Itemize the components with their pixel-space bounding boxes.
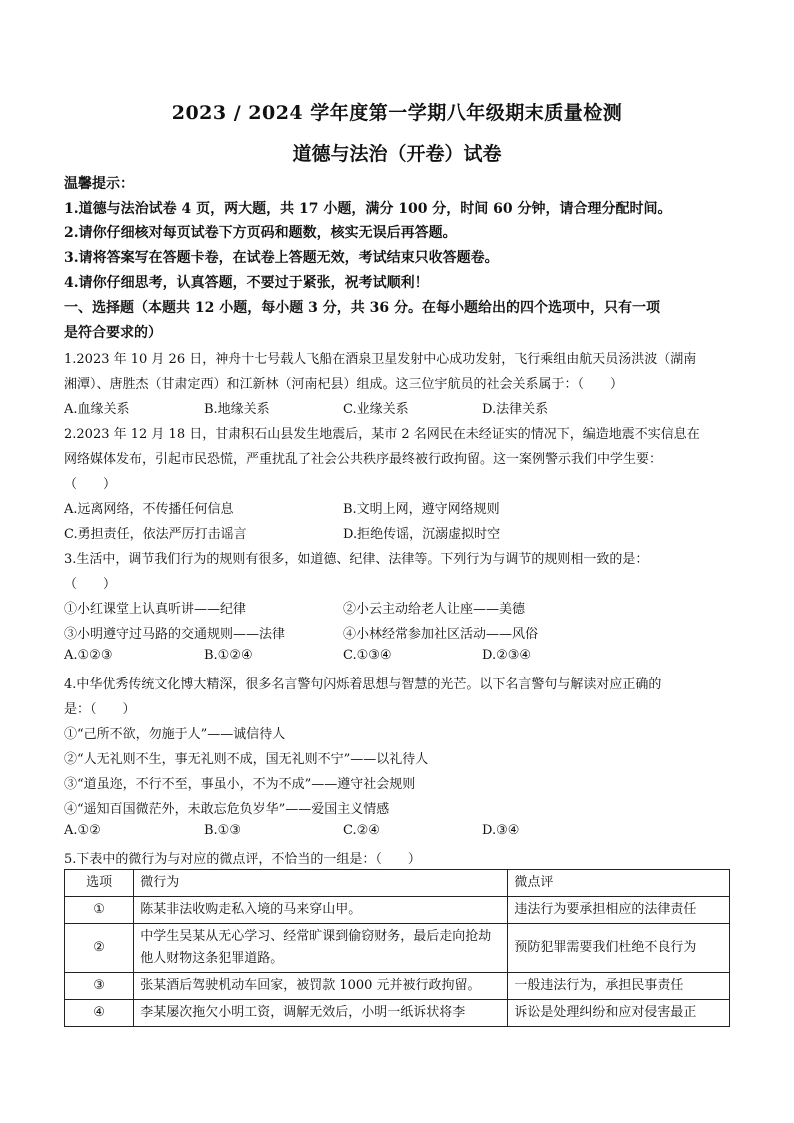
question-4-stem-cont: 是：（ ） bbox=[64, 702, 136, 717]
option-b: B.①②④ bbox=[204, 648, 253, 663]
question-1-stem-cont: 湘潭）、唐胜杰（甘肃定西）和江新林（河南杞县）组成。这三位宇航员的社会关系属于：（ ） bbox=[64, 377, 624, 392]
table-cell: 中学生吴某从无心学习、经常旷课到偷窃财务，最后走向抢劫他人财物这条犯罪道路。 bbox=[134, 924, 508, 973]
answer-blank: （ ） bbox=[64, 477, 117, 492]
table-row bbox=[65, 897, 730, 924]
question-1-stem: 1.2023 年 10 月 26 日，神舟十七号载人飞船在酒泉卫星发射中心成功发射，飞行乘组由航天员汤洪波（湖南 bbox=[64, 352, 697, 367]
table-cell: 预防犯罪需要我们杜绝不良行为 bbox=[508, 924, 730, 973]
tip-item: 1.道德与法治试卷 4 页，两大题，共 17 小题，满分 100 分，时间 60 分钟，请合理分配时间。 bbox=[64, 201, 672, 217]
option-d: D.②③④ bbox=[482, 648, 532, 663]
table-cell: 一般违法行为，承担民事责任 bbox=[508, 973, 730, 1000]
table-row bbox=[65, 973, 730, 1000]
statement-item: ②小云主动给老人让座——美德 bbox=[343, 602, 526, 617]
table-cell: 诉讼是处理纠纷和应对侵害最正 bbox=[508, 1000, 730, 1027]
table-cell: ④ bbox=[65, 1000, 134, 1027]
option-c: C.勇担责任，依法严厉打击谣言 bbox=[64, 527, 247, 542]
option-a: A.血缘关系 bbox=[64, 402, 130, 417]
table-header: 微点评 bbox=[508, 870, 730, 897]
table-cell: 违法行为要承担相应的法律责任 bbox=[508, 897, 730, 924]
statement-item: ①小红课堂上认真听讲——纪律 bbox=[64, 602, 247, 617]
option-c: C.业缘关系 bbox=[343, 402, 409, 417]
question-2-options-row1 bbox=[64, 498, 744, 518]
statement-item: ③小明遵守过马路的交通规则——法律 bbox=[64, 627, 286, 642]
tip-item: 2.请你仔细核对每页试卷下方页码和题数，核实无误后再答题。 bbox=[64, 225, 457, 241]
tip-item: 3.请将答案写在答题卡卷，在试卷上答题无效，考试结束只收答题卷。 bbox=[64, 250, 499, 266]
option-c: C.①③④ bbox=[343, 648, 392, 663]
option-c: C.②④ bbox=[343, 823, 380, 838]
option-d: D.拒绝传谣，沉溺虚拟时空 bbox=[343, 527, 501, 542]
question-1-options bbox=[64, 398, 744, 418]
table-row bbox=[65, 1000, 730, 1027]
option-b: B.文明上网，遵守网络规则 bbox=[343, 502, 500, 517]
question-3-stem: 3.生活中，调节我们行为的规则有很多，如道德、纪律、法律等。下列行为与调节的规则相一致的是： bbox=[64, 552, 649, 567]
question-2-stem: 2.2023 年 12 月 18 日，甘肃积石山县发生地震后，某市 2 名网民在未经证实的情况下，编造地震不实信息在 bbox=[64, 427, 700, 442]
option-d: D.③④ bbox=[482, 823, 520, 838]
option-b: B.①③ bbox=[204, 823, 241, 838]
question-5-stem: 5.下表中的微行为与对应的微点评，不恰当的一组是：（ ） bbox=[64, 852, 421, 867]
statement-item: ②“人无礼则不生，事无礼则不成，国无礼则不宁”——以礼待人 bbox=[64, 752, 429, 767]
table-cell: ② bbox=[65, 924, 134, 973]
option-b: B.地缘关系 bbox=[204, 402, 270, 417]
statement-item: ③“道虽迩，不行不至，事虽小，不为不成”——遵守社会规则 bbox=[64, 777, 416, 792]
option-a: A.远离网络，不传播任何信息 bbox=[64, 502, 234, 517]
table-header: 微行为 bbox=[134, 870, 508, 897]
option-d: D.法律关系 bbox=[482, 402, 549, 417]
section-heading: 一、选择题（本题共 12 小题，每小题 3 分，共 36 分。在每小题给出的四个选项中，只有一项 bbox=[64, 300, 660, 316]
table-header-row bbox=[65, 870, 730, 897]
question-4-options bbox=[64, 823, 744, 843]
option-a: A.①② bbox=[64, 823, 101, 838]
question-3-items-row2 bbox=[64, 623, 744, 643]
question-2-stem-cont: 网络媒体发布，引起市民恐慌，严重扰乱了社会公共秩序最终被行政拘留。这一案例警示我们中学生要： bbox=[64, 452, 663, 467]
statement-item: ①“己所不欲，勿施于人”——诚信待人 bbox=[64, 727, 286, 742]
table-cell: 张某酒后驾驶机动车回家，被罚款 1000 元并被行政拘留。 bbox=[134, 973, 508, 1000]
question-5-table bbox=[64, 869, 730, 1027]
tips-heading: 温馨提示： bbox=[64, 176, 134, 192]
tip-item: 4.请你仔细思考，认真答题，不要过于紧张，祝考试顺利！ bbox=[64, 275, 429, 291]
question-3-items-row1 bbox=[64, 598, 744, 618]
question-2-options-row2 bbox=[64, 523, 744, 543]
question-3-options bbox=[64, 648, 744, 668]
statement-item: ④“遥知百国微茫外，未敢忘危负岁华”——爱国主义情感 bbox=[64, 802, 390, 817]
section-heading-cont: 是符合要求的） bbox=[64, 325, 162, 341]
option-a: A.①②③ bbox=[64, 648, 113, 663]
table-cell: ③ bbox=[65, 973, 134, 1000]
table-cell: 李某屡次拖欠小明工资，调解无效后，小明一纸诉状将李 bbox=[134, 1000, 508, 1027]
table-header: 选项 bbox=[65, 870, 134, 897]
exam-title: 2023 / 2024 学年度第一学期八年级期末质量检测 bbox=[171, 102, 623, 124]
table-cell: ① bbox=[65, 897, 134, 924]
statement-item: ④小林经常参加社区活动——风俗 bbox=[343, 627, 539, 642]
answer-blank: （ ） bbox=[64, 577, 117, 592]
table-row bbox=[65, 924, 730, 973]
exam-subtitle: 道德与法治（开卷）试卷 bbox=[292, 143, 502, 165]
table-cell: 陈某非法收购走私入境的马来穿山甲。 bbox=[134, 897, 508, 924]
question-4-stem: 4.中华优秀传统文化博大精深，很多名言警句闪烁着思想与智慧的光芒。以下名言警句与解读对应正确的 bbox=[64, 677, 662, 692]
